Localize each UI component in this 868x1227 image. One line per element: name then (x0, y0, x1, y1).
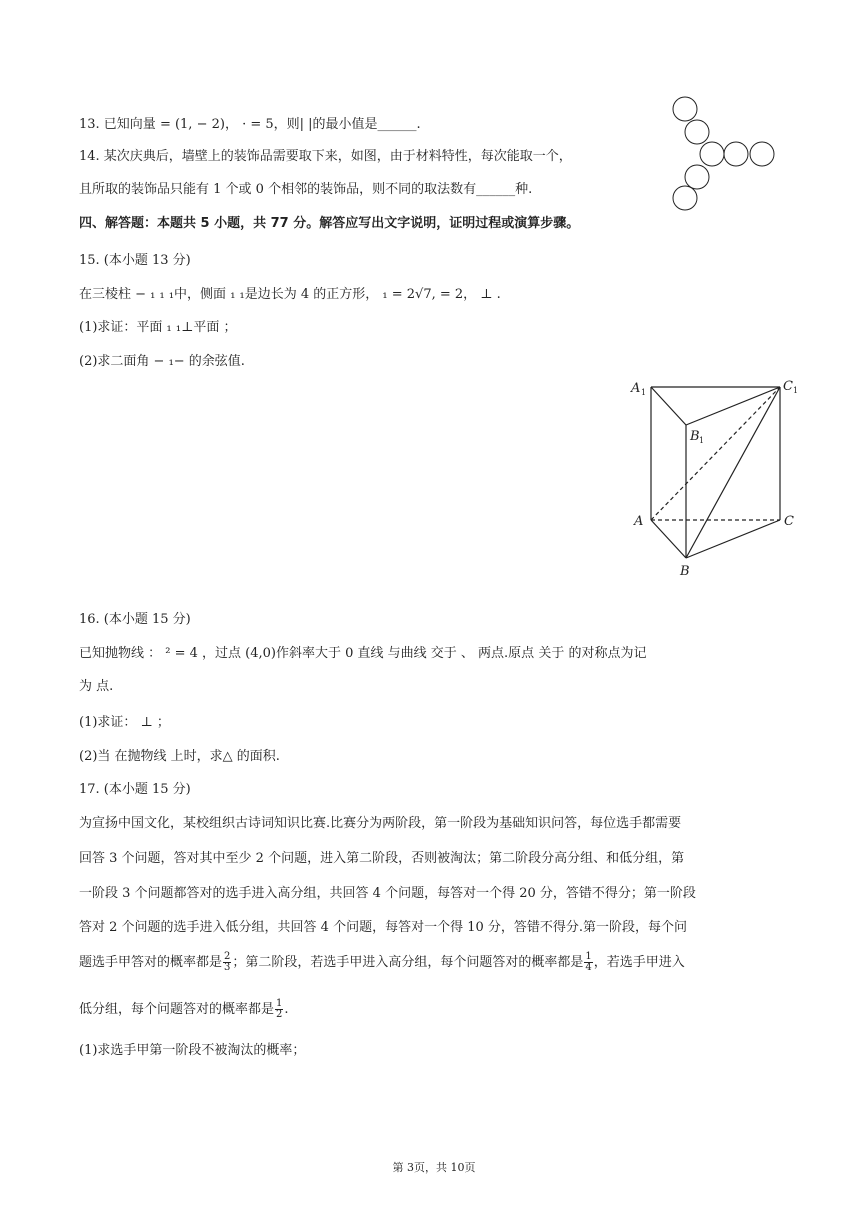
page-footer: 第 3页，共 10页 (392, 1161, 476, 1174)
label-B1: B (690, 429, 700, 444)
line-5-text-c: ，若选手甲进入 (593, 955, 685, 970)
label-B1-sub: 1 (699, 436, 705, 445)
question-17-line-6 (79, 999, 289, 1020)
line-5-text-a: 题选手甲答对的概率都是 (79, 955, 223, 970)
question-16-header: 16. (本小题 15 分) (79, 612, 191, 627)
label-A: A (634, 514, 644, 529)
question-17-line-3: 一阶段 3 个问题都答对的选手进入高分组，共回答 4 个问题，每答对一个得 20 分，答错不得分；第一阶段 (79, 886, 696, 901)
label-A1-sub: 1 (641, 388, 647, 397)
line-6-text-a: 低分组，每个问题答对的概率都是 (79, 1002, 275, 1017)
question-17-line-2: 回答 3 个问题，答对其中至少 2 个问题，进入第二阶段，否则被淘汰；第二阶段分高分组、和低分组，第 (79, 851, 685, 866)
question-15-part-1: (1)求证：平面 ₁ ₁⊥平面 ； (79, 320, 237, 335)
decoration-circles-figure (664, 94, 782, 212)
label-B: B (680, 564, 690, 579)
question-14-line-2: 且所取的装饰品只能有 1 个或 0 个相邻的装饰品，则不同的取法数有______种. (79, 182, 533, 197)
question-17-line-4: 答对 2 个问题的选手进入低分组，共回答 4 个问题，每答对一个得 10 分，答错不得分.第一阶段，每个问 (79, 920, 688, 935)
question-13: 13. 已知向量 = (1, − 2)， · = 5，则| |的最小值是______. (79, 117, 421, 132)
question-14-line-1: 14. 某次庆典后，墙壁上的装饰品需要取下来，如图，由于材料特性，每次能取一个， (79, 149, 572, 164)
label-C1-sub: 1 (793, 386, 799, 395)
question-17-part-1: (1)求选手甲第一阶段不被淘汰的概率； (79, 1043, 306, 1058)
fraction-one-quarter: $\frac{1}{4}$ (585, 951, 592, 973)
label-C: C (784, 514, 794, 529)
question-16-line-2: 为 点. (79, 679, 114, 694)
label-C1: C (783, 379, 793, 394)
triangular-prism-figure (622, 370, 802, 582)
question-15-part-2: (2)求二面角 − ₁− 的余弦值. (79, 354, 245, 369)
label-A1: A (631, 381, 641, 396)
question-17-line-1: 为宣扬中国文化，某校组织古诗词知识比赛.比赛分为两阶段，第一阶段为基础知识问答，每位选手都需要 (79, 816, 682, 831)
question-16-part-1: (1)求证： ⊥ ； (79, 715, 170, 730)
question-17-line-5 (79, 952, 685, 973)
line-6-text-b: . (284, 1002, 289, 1017)
question-17-header: 17. (本小题 15 分) (79, 782, 191, 797)
line-5-text-b: ；第二阶段，若选手甲进入高分组，每个问题答对的概率都是 (232, 955, 584, 970)
section-4-heading: 四、解答题：本题共 5 小题，共 77 分。解答应写出文字说明，证明过程或演算步骤。 (79, 216, 580, 231)
question-16-part-2: (2)当 在抛物线 上时，求△ 的面积. (79, 749, 280, 764)
fraction-one-half: $\frac{1}{2}$ (276, 998, 283, 1020)
question-15-stem: 在三棱柱 − ₁ ₁ ₁中，侧面 ₁ ₁是边长为 4 的正方形， ₁ = 2√7, = 2， ⊥ . (79, 287, 501, 302)
question-16-line-1: 已知抛物线 ： ² = 4 ，过点 (4,0)作斜率大于 0 直线 与曲线 交于 、 两点.原点 关于 的对称点为记 (79, 646, 647, 661)
question-15-header: 15. (本小题 13 分) (79, 253, 191, 268)
fraction-two-thirds: $\frac{2}{3}$ (224, 951, 231, 973)
